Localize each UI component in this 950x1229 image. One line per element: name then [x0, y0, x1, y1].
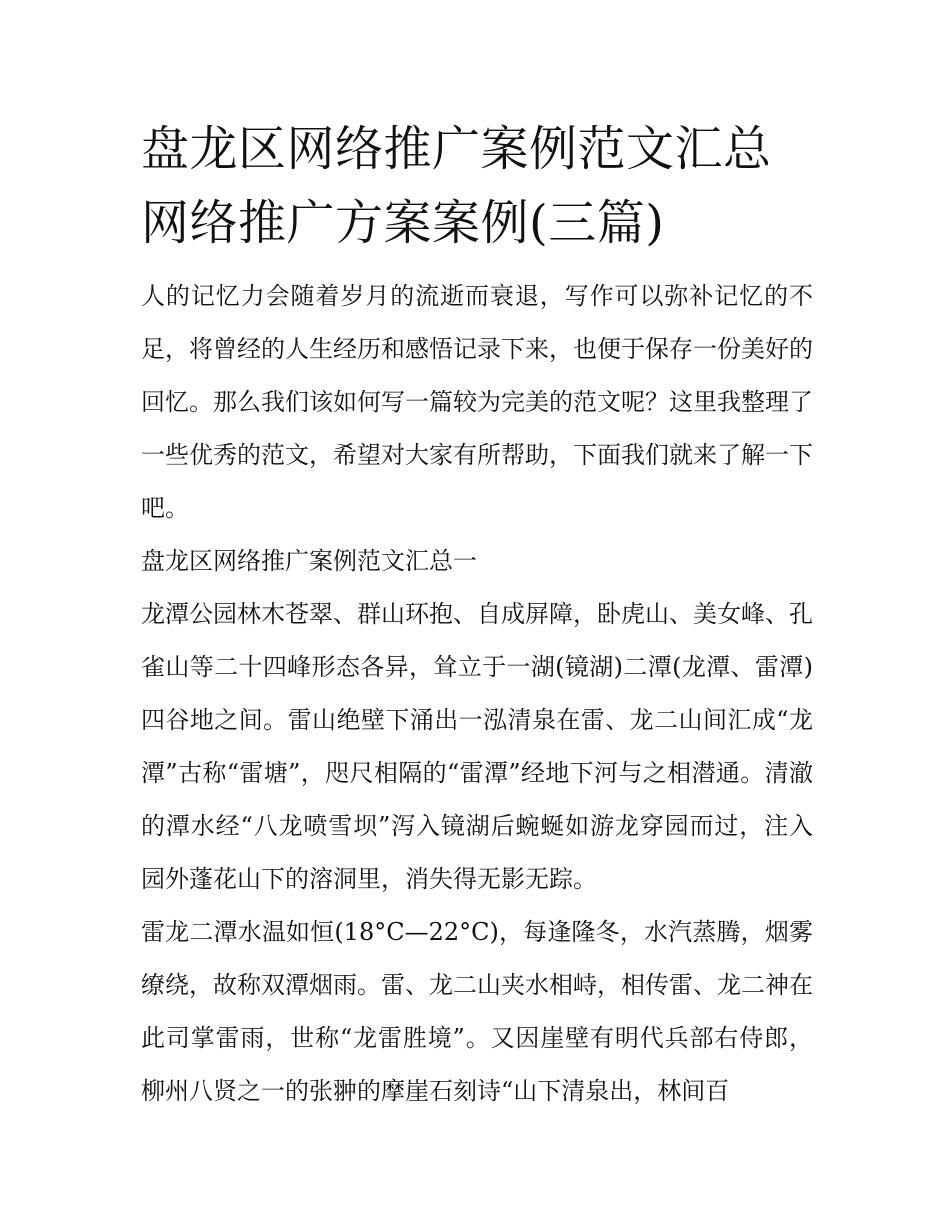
- body-paragraph: 雷龙二潭水温如恒(18°C—22°C)，每逢隆冬，水汽蒸腾，烟雾缭绕，故称双潭烟雨。雷、龙二山夹水相峙，相传雷、龙二神在此司掌雷雨，世称“龙雷胜境”。又因崖壁有明代兵部右侍郎，柳州八贤之一的张翀的摩崖石刻诗“山下清泉出，林间百: [141, 918, 813, 1105]
- document-title: 盘龙区网络推广案例范文汇总网络推广方案案例(三篇): [141, 121, 772, 251]
- intro-paragraph: 人的记忆力会随着岁月的流逝而衰退，写作可以弥补记忆的不足，将曾经的人生经历和感悟记录下来，也便于保存一份美好的回忆。那么我们该如何写一篇较为完美的范文呢？这里我整理了一些优秀的范文，希望对大家有所帮助，下面我们就来了解一下吧。: [141, 282, 813, 522]
- document-body: [141, 270, 813, 1118]
- body-paragraph: 龙潭公园林木苍翠、群山环抱、自成屏障，卧虎山、美女峰、孔雀山等二十四峰形态各异，耸立于一湖(镜湖)二潭(龙潭、雷潭)四谷地之间。雷山绝壁下涌出一泓清泉在雷、龙二山间汇成“龙潭”古称“雷塘”，咫尺相隔的“雷潭”经地下河与之相潜通。清澈的潭水经“八龙喷雪坝”泻入镜湖后蜿蜒如游龙穿园而过，注入园外蓬花山下的溶洞里，消失得无影无踪。: [141, 600, 813, 893]
- section-heading: 盘龙区网络推广案例范文汇总一: [141, 547, 477, 575]
- document-page: [141, 112, 813, 1118]
